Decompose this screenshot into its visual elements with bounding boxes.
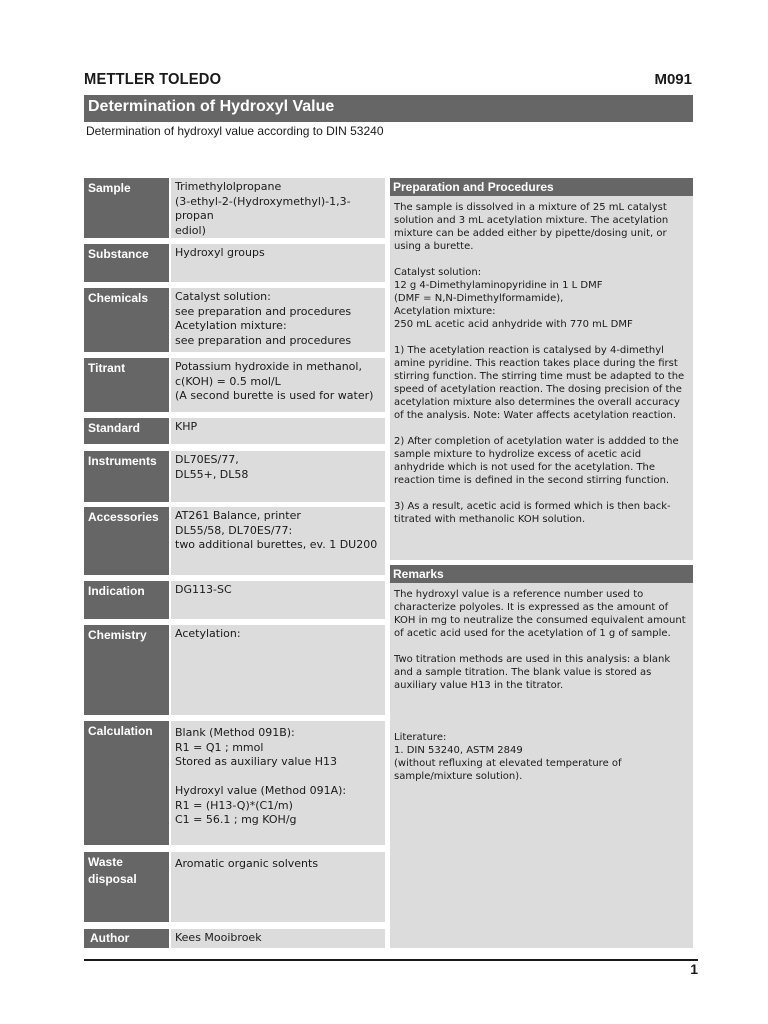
- field-value: Blank (Method 091B): R1 = Q1 ; mmol Stored as auxiliary value H13 Hydroxyl value (Method 091A): R1 = (H13-Q)*(C1/m) C1 = 56.1 ; mg KOH/g: [171, 721, 385, 845]
- field-label: Chemistry: [84, 625, 169, 715]
- field-value: AT261 Balance, printer DL55/58, DL70ES/77: two additional burettes, ev. 1 DU200: [171, 507, 385, 575]
- field-value: Acetylation:: [171, 625, 385, 715]
- method-code: M091: [654, 71, 692, 88]
- remarks-heading: Remarks: [390, 565, 693, 583]
- field-label: Instruments: [84, 451, 169, 502]
- title-bar: [84, 95, 693, 122]
- field-row-titrant: [84, 358, 385, 412]
- field-row-author: [84, 929, 385, 948]
- brand-logo: METTLER TOLEDO: [84, 71, 222, 88]
- field-row-accessories: [84, 507, 385, 575]
- field-value: Hydroxyl groups: [171, 244, 385, 282]
- field-label: Indication: [84, 581, 169, 619]
- field-value: DL70ES/77, DL55+, DL58: [171, 451, 385, 502]
- field-label: Author: [84, 929, 169, 948]
- field-value: Aromatic organic solvents: [171, 852, 385, 922]
- field-label: Substance: [84, 244, 169, 282]
- field-label: Waste disposal: [84, 852, 169, 922]
- field-label: Sample: [84, 178, 169, 238]
- field-value: DG113-SC: [171, 581, 385, 619]
- field-row-calculation: [84, 721, 385, 845]
- field-label: Calculation: [84, 721, 169, 845]
- field-label: Chemicals: [84, 288, 169, 352]
- page-subtitle: Determination of hydroxyl value according to DIN 53240: [86, 124, 384, 138]
- field-row-waste-disposal: [84, 852, 385, 922]
- field-value: Kees Mooibroek: [171, 929, 385, 948]
- field-row-instruments: [84, 451, 385, 502]
- field-label: Standard: [84, 418, 169, 444]
- field-label: Titrant: [84, 358, 169, 412]
- field-value: Catalyst solution: see preparation and procedures Acetylation mixture: see preparation and procedures: [171, 288, 385, 352]
- field-value: Potassium hydroxide in methanol, c(KOH) = 0.5 mol/L (A second burette is used for water): [171, 358, 385, 412]
- field-row-chemicals: [84, 288, 385, 352]
- field-row-substance: [84, 244, 385, 282]
- footer-divider: [84, 959, 698, 961]
- page-number: 1: [690, 961, 698, 977]
- field-row-indication: [84, 581, 385, 619]
- preparation-heading: Preparation and Procedures: [390, 178, 693, 196]
- remarks-text: The hydroxyl value is a reference number used to characterize polyoles. It is expressed as the amount of KOH in mg to neutralize the consumed equivalent amount of acetic acid used for the acetylation of 1 g of sample. Two titration methods are used in this analysis: a blank and a sample titration. The blank value is stored as auxiliary value H13 in the titrator. Literature: 1. DIN 53240, ASTM 2849 (without refluxing at elevated temperature of sample/mixture solution).: [390, 583, 693, 948]
- field-value: Trimethylolpropane (3-ethyl-2-(Hydroxymethyl)-1,3-propan ediol): [171, 178, 385, 238]
- field-value: KHP: [171, 418, 385, 444]
- page-title: Determination of Hydroxyl Value: [88, 98, 335, 115]
- field-row-chemistry: [84, 625, 385, 715]
- field-row-sample: [84, 178, 385, 238]
- field-label: Accessories: [84, 507, 169, 575]
- preparation-text: The sample is dissolved in a mixture of 25 mL catalyst solution and 3 mL acetylation mixture. The acetylation mixture can be added either by pipette/dosing unit, or using a burette. Catalyst solution: 12 g 4-Dimethylaminopyridine in 1 L DMF (DMF = N,N-Dimethylformamide), Acetylation mixture: 250 mL acetic acid anhydride with 770 mL DMF 1) The acetylation reaction is catalysed by 4-dimethyl amine pyridine. This reaction takes place during the first stirring function. The stirring time must be adapted to the speed of acetylation reaction. The dosing precision of the acetylation mixture also determines the overall accuracy of the analysis. Note: Water affects acetylation reaction. 2) After completion of acetylation water is addded to the sample mixture to hydrolize excess of acetic acid anhydride which is not used for the acetylation. The reaction time is defined in the second stirring function. 3) As a result, acetic acid is formed which is then back-titrated with methanolic KOH solution.: [390, 196, 693, 560]
- field-row-standard: [84, 418, 385, 444]
